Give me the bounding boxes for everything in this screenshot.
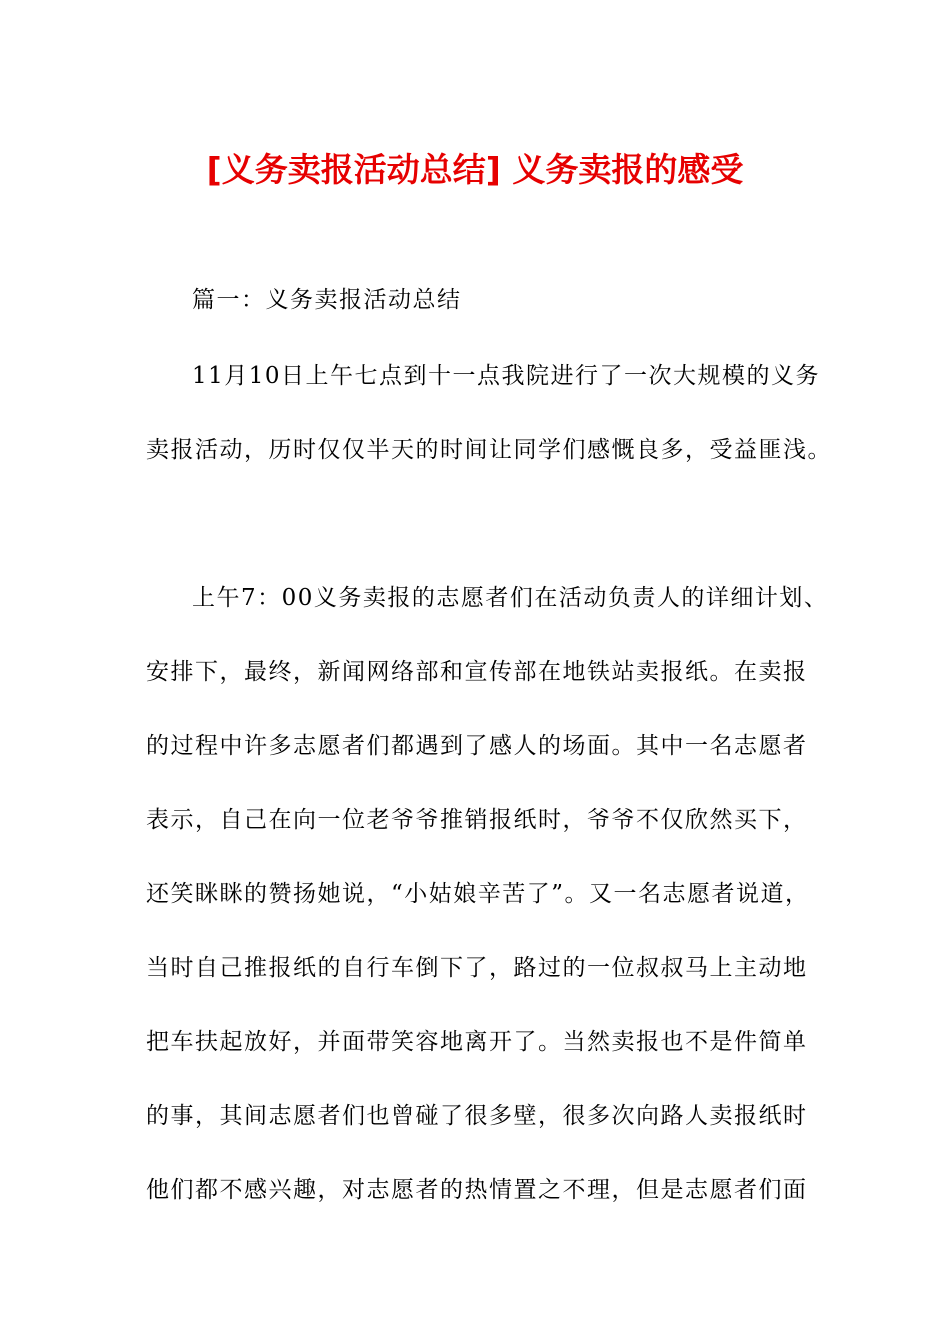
paragraph-3-line-8: 的事，其间志愿者们也曾碰了很多壁，很多次向路人卖报纸时 [146, 1103, 808, 1129]
paragraph-3-line-2: 安排下，最终，新闻网络部和宣传部在地铁站卖报纸。在卖报 [146, 659, 808, 685]
document-title: [义务卖报活动总结] 义务卖报的感受 [206, 150, 744, 189]
paragraph-3-line-9: 他们都不感兴趣，对志愿者的热情置之不理，但是志愿者们面 [146, 1177, 808, 1203]
paragraph-3-line-6: 当时自己推报纸的自行车倒下了，路过的一位叔叔马上主动地 [146, 955, 808, 981]
paragraph-2-line-1: 11月10日上午七点到十一点我院进行了一次大规模的义务 [192, 363, 821, 389]
document-body [146, 0, 832, 1344]
paragraph-3-line-7: 把车扶起放好，并面带笑容地离开了。当然卖报也不是件简单 [146, 1029, 808, 1055]
paragraph-3-line-1: 上午7：00义务卖报的志愿者们在活动负责人的详细计划、 [192, 585, 829, 611]
paragraph-2-line-2: 卖报活动，历时仅仅半天的时间让同学们感慨良多，受益匪浅。 [146, 437, 832, 463]
paragraph-3-line-5: 还笑眯眯的赞扬她说，“小姑娘辛苦了”。又一名志愿者说道， [146, 881, 810, 907]
paragraph-3-line-4: 表示，自己在向一位老爷爷推销报纸时，爷爷不仅欣然买下， [146, 807, 808, 833]
paragraph-3-line-3: 的过程中许多志愿者们都遇到了感人的场面。其中一名志愿者 [146, 733, 808, 759]
paragraph-1-line-1: 篇一：义务卖报活动总结 [192, 287, 462, 313]
